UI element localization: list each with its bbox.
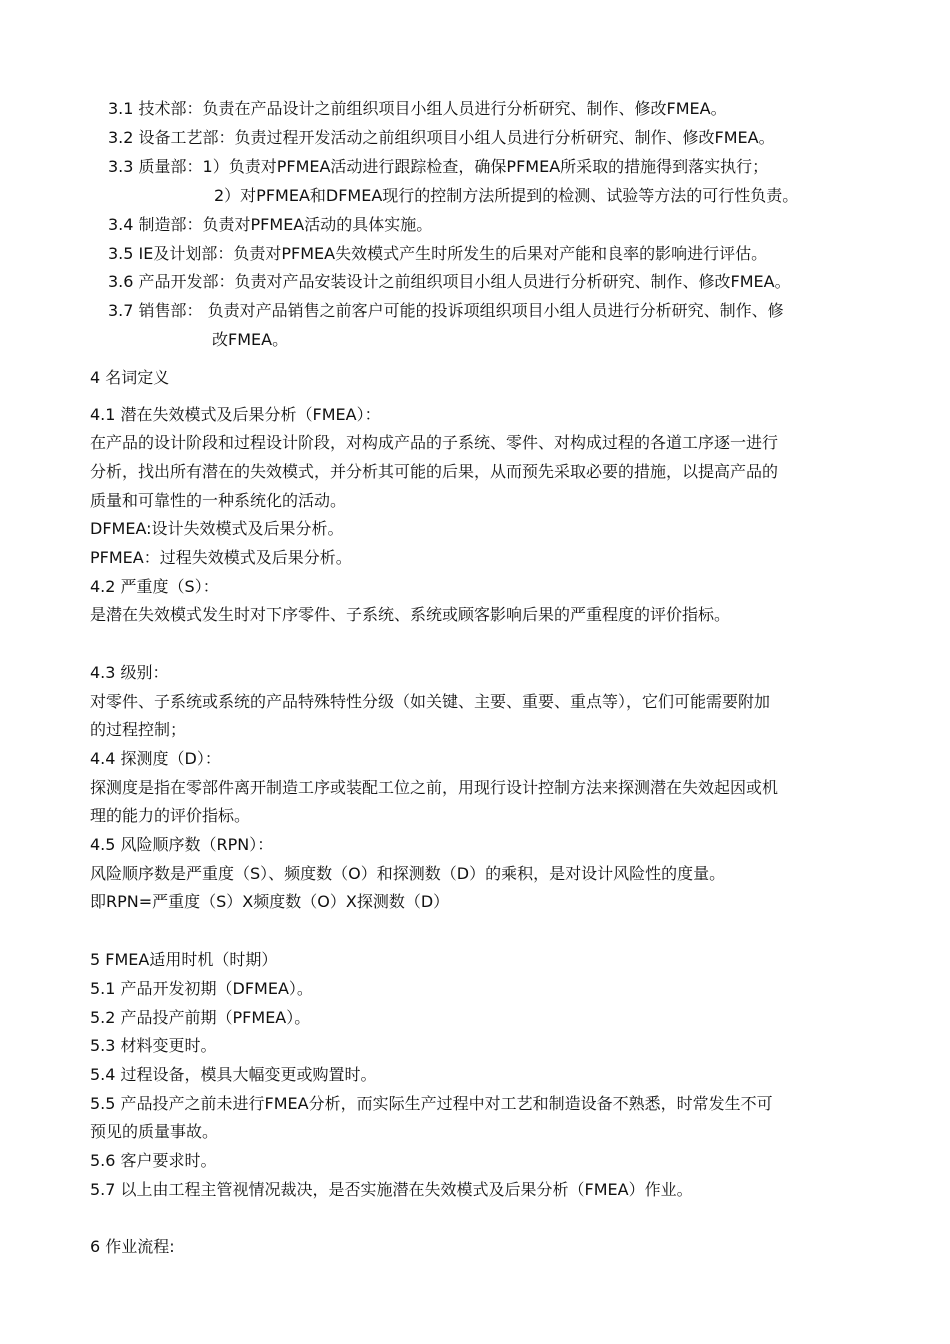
responsibility-3-3: 3.3 质量部：1）负责对PFMEA活动进行跟踪检查，确保PFMEA所采取的措施得到落实执行； [108, 157, 769, 176]
responsibility-3-1: 3.1 技术部：负责在产品设计之前组织项目小组人员进行分析研究、制作、修改FMEA。 [108, 99, 727, 118]
responsibility-3-7-cont: 改FMEA。 [212, 330, 289, 349]
section-4-heading: 4 名词定义 [90, 368, 170, 387]
timing-5-5: 5.5 产品投产之前未进行FMEA分析，而实际生产过程中对工艺和制造设备不熟悉，时常发生不可 [90, 1094, 773, 1113]
rpn-formula: 即RPN=严重度（S）X频度数（O）X探测数（D） [90, 892, 450, 911]
timing-5-2: 5.2 产品投产前期（PFMEA）。 [90, 1008, 311, 1027]
definition-4-5-body: 风险顺序数是严重度（S）、频度数（O）和探测数（D）的乘积，是对设计风险性的度量。 [90, 864, 726, 883]
definition-4-3-body-1: 对零件、子系统或系统的产品特殊特性分级（如关键、主要、重要、重点等），它们可能需要附加 [90, 692, 771, 711]
definition-4-1-body-2: 分析，找出所有潜在的失效模式，并分析其可能的后果，从而预先采取必要的措施，以提高产品的 [90, 462, 779, 481]
definition-4-4-body-1: 探测度是指在零部件离开制造工序或装配工位之前，用现行设计控制方法来探测潜在失效起因或机 [90, 778, 779, 797]
definition-4-3-body-2: 的过程控制； [90, 720, 187, 739]
definition-4-3-title: 4.3 级别： [90, 663, 169, 682]
timing-5-3: 5.3 材料变更时。 [90, 1036, 217, 1055]
definition-pfmea: PFMEA：过程失效模式及后果分析。 [90, 548, 352, 567]
responsibility-3-6: 3.6 产品开发部：负责对产品安装设计之前组织项目小组人员进行分析研究、制作、修改FMEA。 [108, 272, 791, 291]
timing-5-6: 5.6 客户要求时。 [90, 1151, 217, 1170]
definition-4-1-title: 4.1 潜在失效模式及后果分析（FMEA）： [90, 405, 381, 424]
definition-4-1-body-3: 质量和可靠性的一种系统化的活动。 [90, 491, 347, 510]
responsibility-3-3-cont: 2）对PFMEA和DFMEA现行的控制方法所提到的检测、试验等方法的可行性负责。 [214, 186, 799, 205]
section-6-heading: 6 作业流程: [90, 1237, 175, 1256]
responsibility-3-7: 3.7 销售部： 负责对产品销售之前客户可能的投诉项组织项目小组人员进行分析研究、制作、修 [108, 301, 784, 320]
timing-5-5-cont: 预见的质量事故。 [90, 1122, 219, 1141]
definition-4-1-body-1: 在产品的设计阶段和过程设计阶段，对构成产品的子系统、零件、对构成过程的各道工序逐一进行 [90, 433, 779, 452]
definition-4-2-body: 是潜在失效模式发生时对下序零件、子系统、系统或顾客影响后果的严重程度的评价指标。 [90, 605, 731, 624]
definition-4-2-title: 4.2 严重度（S）： [90, 577, 219, 596]
section-5-heading: 5 FMEA适用时机（时期） [90, 950, 278, 969]
definition-4-4-body-2: 理的能力的评价指标。 [90, 806, 251, 825]
timing-5-1: 5.1 产品开发初期（DFMEA）。 [90, 979, 313, 998]
definition-4-4-title: 4.4 探测度（D）： [90, 749, 221, 768]
definition-dfmea: DFMEA:设计失效模式及后果分析。 [90, 519, 344, 538]
responsibility-3-4: 3.4 制造部：负责对PFMEA活动的具体实施。 [108, 215, 433, 234]
definition-4-5-title: 4.5 风险顺序数（RPN）： [90, 835, 274, 854]
responsibility-3-5: 3.5 IE及计划部：负责对PFMEA失效模式产生时所发生的后果对产能和良率的影响进行评估。 [108, 244, 768, 263]
responsibility-3-2: 3.2 设备工艺部：负责过程开发活动之前组织项目小组人员进行分析研究、制作、修改FMEA。 [108, 128, 775, 147]
timing-5-4: 5.4 过程设备，模具大幅变更或购置时。 [90, 1065, 377, 1084]
timing-5-7: 5.7 以上由工程主管视情况裁决，是否实施潜在失效模式及后果分析（FMEA）作业。 [90, 1180, 693, 1199]
